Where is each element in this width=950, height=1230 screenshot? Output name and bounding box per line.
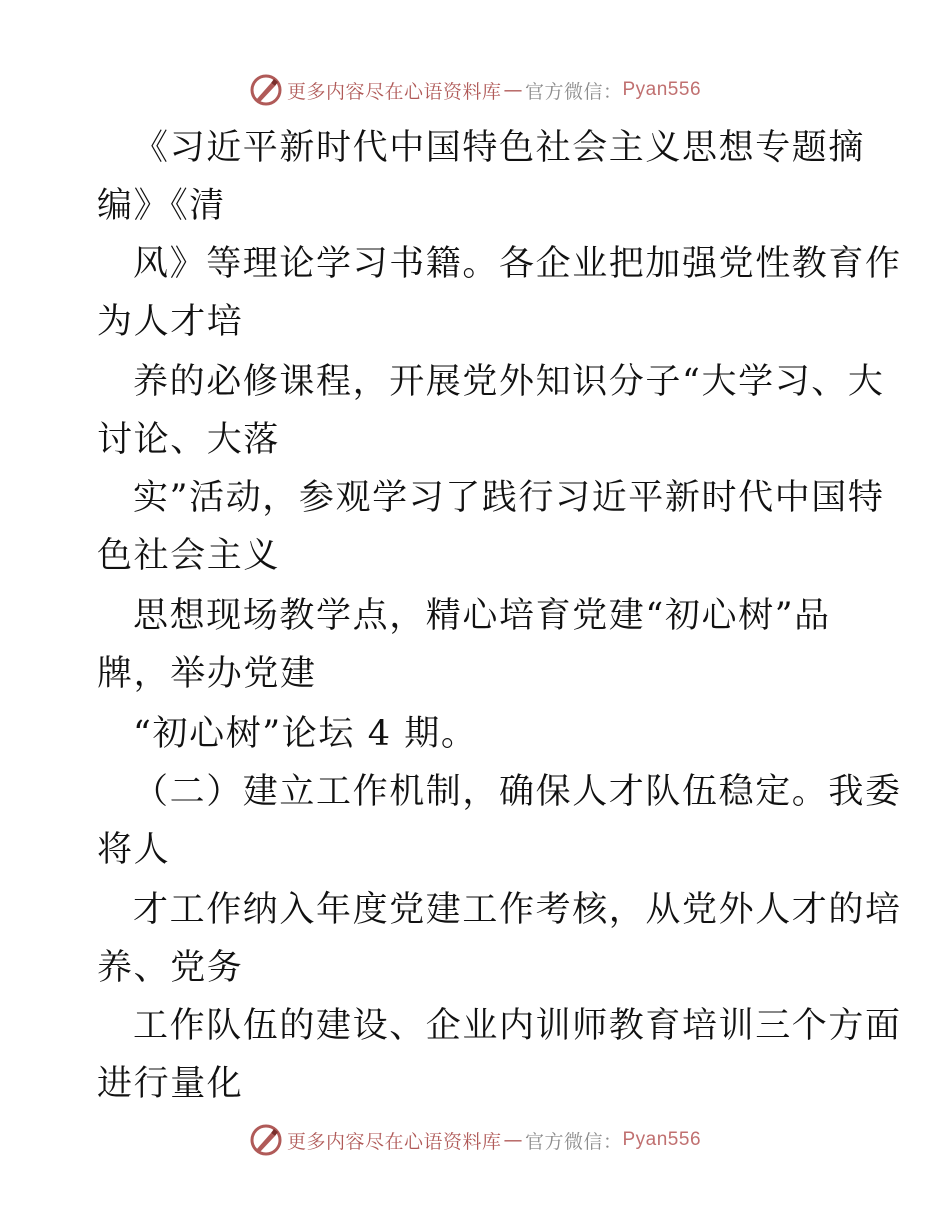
body-line: 工作队伍的建设、企业内训师教育培训三个方面 xyxy=(133,1006,902,1046)
body-line: 讨论、大落 xyxy=(97,420,281,460)
body-line: 编》《清 xyxy=(97,186,226,226)
body-line: 实”活动，参观学习了践行习近平新时代中国特 xyxy=(133,478,885,518)
pen-logo-icon xyxy=(249,73,283,107)
footer-wechat-id: Pyan556 xyxy=(622,1129,702,1150)
body-line: 进行量化 xyxy=(97,1064,244,1104)
pen-logo-icon xyxy=(249,1123,283,1157)
body-line: 色社会主义 xyxy=(97,536,281,576)
body-line: 风》等理论学习书籍。各企业把加强党性教育作 xyxy=(133,244,902,284)
body-line: 才工作纳入年度党建工作考核，从党外人才的培 xyxy=(133,890,902,930)
header-separator: — xyxy=(503,79,523,101)
header-wechat-id: Pyan556 xyxy=(622,79,702,100)
footer-wechat-label: 官方微信： xyxy=(524,1130,623,1153)
body-line: 为人才培 xyxy=(97,302,244,342)
header-wechat-label: 官方微信： xyxy=(524,80,623,103)
footer-separator: — xyxy=(503,1129,523,1151)
body-line: 养、党务 xyxy=(97,948,244,988)
header-banner xyxy=(0,70,950,110)
body-line: （二）建立工作机制，确保人才队伍稳定。我委 xyxy=(133,772,902,812)
body-line: 思想现场教学点，精心培育党建“初心树”品 xyxy=(133,596,831,636)
body-line: 将人 xyxy=(97,830,171,870)
body-line: 牌，举办党建 xyxy=(97,654,317,694)
header-site-text: 更多内容尽在心语资料库 xyxy=(286,80,502,103)
footer-site-text: 更多内容尽在心语资料库 xyxy=(286,1130,502,1153)
footer-banner xyxy=(0,1120,950,1160)
body-line: 《习近平新时代中国特色社会主义思想专题摘 xyxy=(133,128,866,168)
body-line: “初心树”论坛 4 期。 xyxy=(133,714,478,754)
body-line: 养的必修课程，开展党外知识分子“大学习、大 xyxy=(133,362,885,402)
